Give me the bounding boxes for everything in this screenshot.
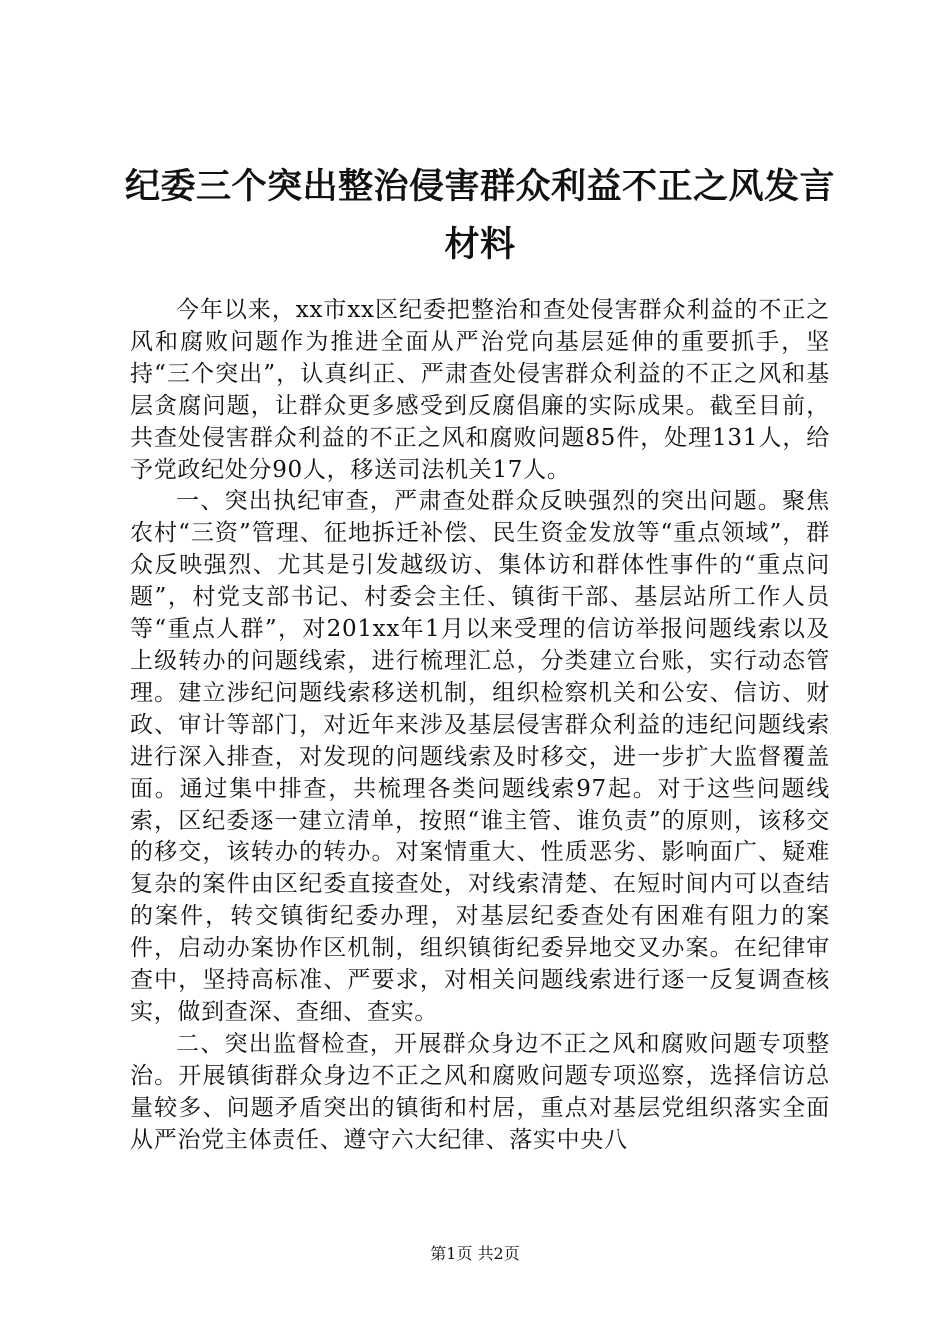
paragraph-section-1: 一、突出执纪审查，严肃查处群众反映强烈的突出问题。聚焦农村“三资”管理、征地拆迁补偿、民生资金发放等“重点领域”，群众反映强烈、尤其是引发越级访、集体访和群体性事件的“重点问题”，村党支部书记、村委会主任、镇街干部、基层站所工作人员等“重点人群”，对201xx年1月以来受理的信访举报问题线索以及上级转办的问题线索，进行梳理汇总，分类建立台账，实行动态管理。建立涉纪问题线索移送机制，组织检察机关和公安、信访、财政、审计等部门，对近年来涉及基层侵害群众利益的违纪问题线索进行深入排查，对发现的问题线索及时移交，进一步扩大监督覆盖面。通过集中排查，共梳理各类问题线索97起。对于这些问题线索，区纪委逐一建立清单，按照“谁主管、谁负责”的原则，该移交的移交，该转办的转办。对案情重大、性质恶劣、影响面广、疑难复杂的案件由区纪委直接查处，对线索清楚、在短时间内可以查结的案件，转交镇街纪委办理，对基层纪委查处有困难有阻力的案件，启动办案协作区机制，组织镇街纪委异地交叉办案。在纪律审查中，坚持高标准、严要求，对相关问题线索进行逐一反复调查核实，做到查深、查细、查实。 bbox=[130, 488, 830, 1025]
paragraph-section-2: 二、突出监督检查，开展群众身边不正之风和腐败问题专项整治。开展镇街群众身边不正之风和腐败问题专项巡察，选择信访总量较多、问题矛盾突出的镇街和村居，重点对基层党组织落实全面从严治党主体责任、遵守六大纪律、落实中央八 bbox=[130, 1030, 830, 1153]
page-number-footer: 第1页 共2页 bbox=[430, 1244, 520, 1263]
paragraph-intro: 今年以来，xx市xx区纪委把整治和查处侵害群众利益的不正之风和腐败问题作为推进全面从严治党向基层延伸的重要抓手，坚持“三个突出”，认真纠正、严肃查处侵害群众利益的不正之风和基层贪腐问题，让群众更多感受到反腐倡廉的实际成果。截至目前，共查处侵害群众利益的不正之风和腐败问题85件，处理131人，给予党政纪处分90人，移送司法机关17人。 bbox=[130, 297, 830, 483]
document-title: 纪委三个突出整治侵害群众利益不正之风发言材料 bbox=[124, 167, 835, 265]
document-body bbox=[130, 295, 830, 1156]
